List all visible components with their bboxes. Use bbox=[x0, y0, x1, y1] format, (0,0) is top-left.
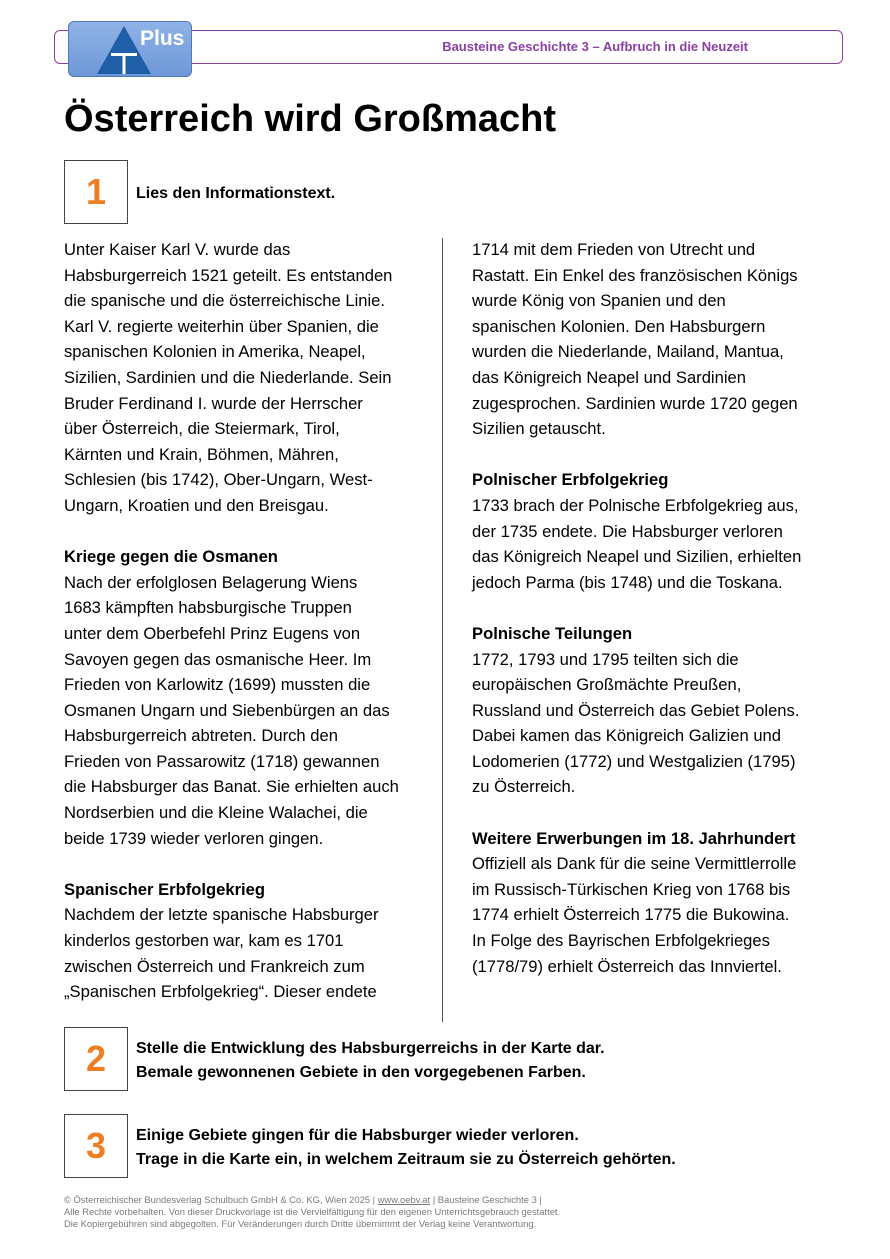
copyright-footer bbox=[64, 1194, 560, 1230]
column-divider bbox=[442, 238, 443, 1022]
publisher-link[interactable]: www.oebv.at bbox=[377, 1194, 431, 1205]
footer-line-2: Alle Rechte vorbehalten. Von dieser Druckvorlage ist die Vervielfältigung für den eigenen Unterrichtsgebrauch gestattet. bbox=[64, 1206, 561, 1217]
task-number-1: 1 bbox=[64, 160, 128, 224]
text-line: Sizilien, Sardinien und die Niederlande. Sein bbox=[64, 367, 392, 387]
text-line: Habsburgerreich 1521 geteilt. Es entstanden bbox=[64, 265, 393, 285]
spanisch-paragraph bbox=[64, 902, 429, 1004]
text-line: Savoyen gegen das osmanische Heer. Im bbox=[64, 649, 372, 669]
spanisch-continued-paragraph bbox=[472, 237, 842, 442]
footer-line-3: Die Kopiergebühren sind abgegolten. Für Veränderungen durch Dritte übernimmt der Verlag keine Verantwortung. bbox=[64, 1218, 537, 1229]
series-title: Bausteine Geschichte 3 – Aufbruch in die Neuzeit bbox=[442, 39, 748, 54]
text-line: (1778/79) erhielt Österreich das Innviertel. bbox=[472, 956, 782, 976]
text-line: Habsburgerreich abtreten. Durch den bbox=[64, 726, 338, 746]
text-line: Kärnten und Krain, Böhmen, Mähren, bbox=[64, 444, 339, 464]
text-line: Frieden von Passarowitz (1718) gewannen bbox=[64, 751, 380, 771]
text-line: zwischen Österreich und Frankreich zum bbox=[64, 956, 365, 976]
text-line: 1774 erhielt Österreich 1775 die Bukowina. bbox=[472, 905, 790, 925]
logo-text: Plus bbox=[140, 27, 185, 50]
text-line: die spanische und die österreichische Linie. bbox=[64, 291, 386, 311]
text-line: Schlesien (bis 1742), Ober-Ungarn, West- bbox=[64, 470, 373, 490]
task-3-line: Trage in die Karte ein, in welchem Zeitraum sie zu Österreich gehörten. bbox=[136, 1151, 676, 1168]
text-line: kinderlos gestorben war, kam es 1701 bbox=[64, 931, 344, 951]
section-heading-polnisch: Polnischer Erbfolgekrieg bbox=[472, 470, 669, 490]
text-line: über Österreich, die Steiermark, Tirol, bbox=[64, 419, 340, 439]
text-line: 1772, 1793 und 1795 teilten sich die bbox=[472, 649, 739, 669]
right-text-column bbox=[472, 237, 842, 979]
text-line: Dabei kamen das Königreich Galizien und bbox=[472, 726, 782, 746]
text-line: Bruder Ferdinand I. wurde der Herrscher bbox=[64, 393, 363, 413]
task-1-line: Lies den Informationstext. bbox=[136, 185, 336, 202]
text-line: Nachdem der letzte spanische Habsburger bbox=[64, 905, 379, 925]
task-3-line: Einige Gebiete gingen für die Habsburger wieder verloren. bbox=[136, 1127, 579, 1144]
text-line: das Königreich Neapel und Sardinien bbox=[472, 367, 746, 387]
text-line: spanischen Kolonien in Amerika, Neapel, bbox=[64, 342, 366, 362]
text-line: In Folge des Bayrischen Erbfolgekrieges bbox=[472, 931, 770, 951]
text-line: Russland und Österreich das Gebiet Polens. bbox=[472, 700, 800, 720]
left-text-column bbox=[64, 237, 429, 1005]
footer-text: | Bausteine Geschichte 3 | bbox=[430, 1194, 542, 1205]
osmanen-paragraph bbox=[64, 570, 429, 852]
task-2-line: Stelle die Entwicklung des Habsburgerreichs in der Karte dar. bbox=[136, 1040, 605, 1057]
task-1-instruction bbox=[136, 182, 335, 206]
text-line: beide 1739 wieder verloren gingen. bbox=[64, 828, 324, 848]
text-line: Nach der erfolglosen Belagerung Wiens bbox=[64, 572, 358, 592]
text-line: „Spanischen Erbfolgekrieg“. Dieser endete bbox=[64, 982, 377, 1002]
section-heading-spanisch: Spanischer Erbfolgekrieg bbox=[64, 879, 266, 899]
text-line: unter dem Oberbefehl Prinz Eugens von bbox=[64, 623, 361, 643]
footer-line-1 bbox=[64, 1194, 560, 1206]
task-2-instruction bbox=[136, 1037, 605, 1085]
text-line: Sizilien getauscht. bbox=[472, 419, 606, 439]
footer-text: © Österreichischer Bundesverlag Schulbuch GmbH & Co. KG, Wien 2025 | bbox=[64, 1194, 378, 1205]
task-number-2: 2 bbox=[64, 1027, 128, 1091]
weitere-paragraph bbox=[472, 851, 842, 979]
text-line: Ungarn, Kroatien und den Breisgau. bbox=[64, 495, 329, 515]
intro-paragraph bbox=[64, 237, 429, 519]
text-line: Frieden von Karlowitz (1699) mussten die bbox=[64, 675, 371, 695]
page-title: Österreich wird Großmacht bbox=[64, 98, 557, 140]
teilungen-paragraph bbox=[472, 647, 842, 801]
task-number-3: 3 bbox=[64, 1114, 128, 1178]
text-line: Rastatt. Ein Enkel des französischen Königs bbox=[472, 265, 798, 285]
text-line: spanischen Kolonien. Den Habsburgern bbox=[472, 316, 766, 336]
task-3-instruction bbox=[136, 1124, 676, 1172]
text-line: der 1735 endete. Die Habsburger verloren bbox=[472, 521, 783, 541]
text-line: wurde König von Spanien und den bbox=[472, 291, 726, 311]
section-heading-weitere: Weitere Erwerbungen im 18. Jahrhundert bbox=[472, 828, 796, 848]
text-line: europäischen Großmächte Preußen, bbox=[472, 675, 742, 695]
section-heading-teilungen: Polnische Teilungen bbox=[472, 623, 633, 643]
text-line: Nordserbien und die Kleine Walachei, die bbox=[64, 803, 368, 823]
text-line: 1733 brach der Polnische Erbfolgekrieg aus, bbox=[472, 495, 799, 515]
polnisch-paragraph bbox=[472, 493, 842, 595]
text-line: das Königreich Neapel und Sizilien, erhielten bbox=[472, 547, 802, 567]
task-2-line: Bemale gewonnenen Gebiete in den vorgegebenen Farben. bbox=[136, 1064, 586, 1081]
text-line: jedoch Parma (bis 1748) und die Toskana. bbox=[472, 572, 783, 592]
text-line: zu Österreich. bbox=[472, 777, 576, 797]
text-line: wurden die Niederlande, Mailand, Mantua, bbox=[472, 342, 784, 362]
text-line: zugesprochen. Sardinien wurde 1720 gegen bbox=[472, 393, 798, 413]
text-line: im Russisch-Türkischen Krieg von 1768 bis bbox=[472, 879, 791, 899]
text-line: Offiziell als Dank für die seine Vermittlerrolle bbox=[472, 854, 797, 874]
text-line: 1683 kämpften habsburgische Truppen bbox=[64, 598, 352, 618]
text-line: Unter Kaiser Karl V. wurde das bbox=[64, 240, 291, 259]
text-line: 1714 mit dem Frieden von Utrecht und bbox=[472, 240, 756, 259]
text-line: Osmanen Ungarn und Siebenbürgen an das bbox=[64, 700, 390, 720]
text-line: Lodomerien (1772) und Westgalizien (1795) bbox=[472, 751, 796, 771]
section-heading-osmanen: Kriege gegen die Osmanen bbox=[64, 547, 278, 567]
text-line: die Habsburger das Banat. Sie erhielten auch bbox=[64, 777, 399, 797]
text-line: Karl V. regierte weiterhin über Spanien, die bbox=[64, 316, 379, 336]
